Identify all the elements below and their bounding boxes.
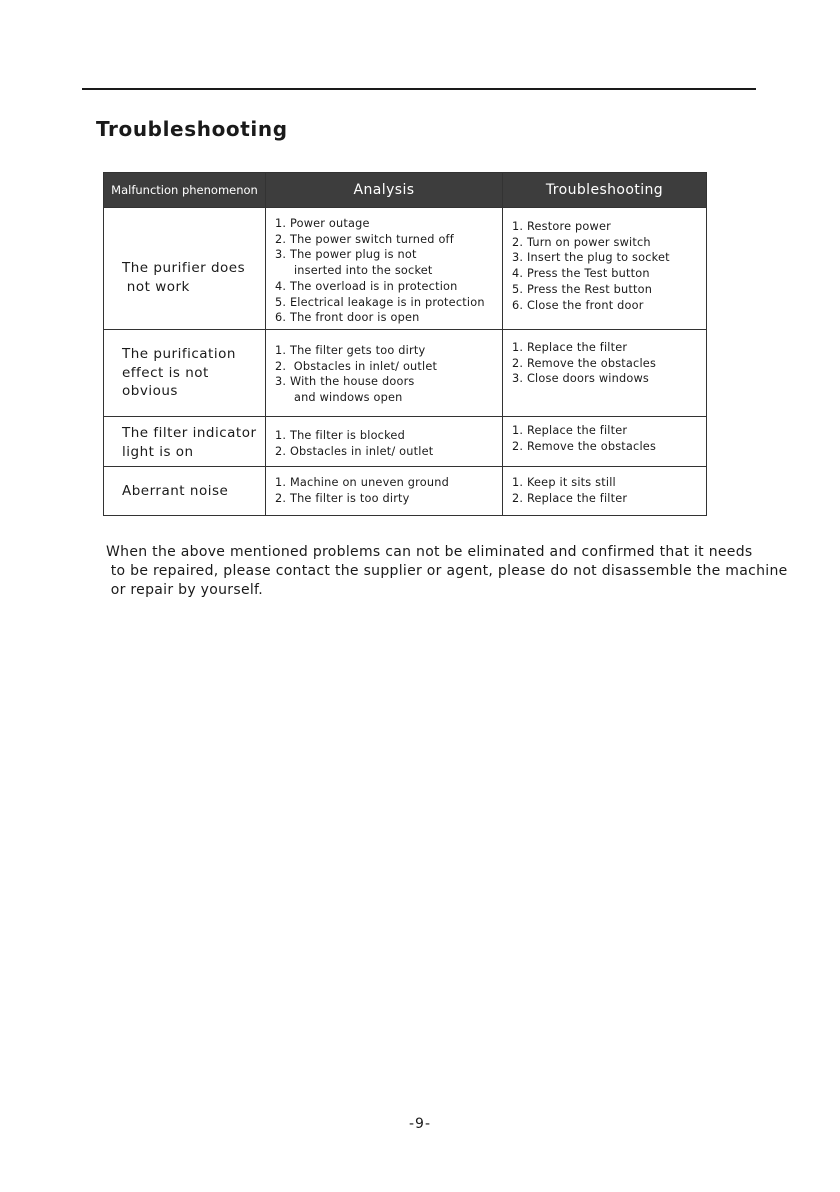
symptom-cell (104, 330, 266, 417)
troubleshooting-table (103, 172, 707, 516)
remedy-list: 1. Replace the filter 2. Remove the obstacles 3. Close doors windows (512, 341, 657, 386)
symptom-cell (104, 208, 266, 330)
remedy-cell (503, 330, 707, 417)
table-row (104, 208, 707, 330)
symptom-text: The purification effect is not obvious (122, 346, 236, 399)
symptom-text: The purifier does not work (122, 260, 246, 295)
analysis-list: 1. The filter is blocked 2. Obstacles in inlet/ outlet (275, 429, 434, 458)
table-header-row (104, 173, 707, 208)
table-row (104, 330, 707, 417)
analysis-cell (266, 467, 503, 516)
analysis-list: 1. Power outage 2. The power switch turned off 3. The power plug is not inserted into the socket 4. The overload is in protection 5. Electrical leakage is in protection 6. The front door is open (275, 217, 485, 325)
analysis-list: 1. The filter gets too dirty 2. Obstacles in inlet/ outlet 3. With the house doors and windows open (275, 344, 438, 405)
header-rule (82, 88, 756, 90)
remedy-cell (503, 417, 707, 467)
remedy-list: 1. Replace the filter 2. Remove the obstacles (512, 424, 657, 453)
analysis-cell (266, 330, 503, 417)
page-title: Troubleshooting (96, 117, 288, 141)
page-number: -9- (408, 1116, 431, 1132)
table-row (104, 417, 707, 467)
analysis-cell (266, 417, 503, 467)
symptom-cell (104, 417, 266, 467)
remedy-cell (503, 208, 707, 330)
remedy-cell (503, 467, 707, 516)
remedy-list: 1. Restore power 2. Turn on power switch 3. Insert the plug to socket 4. Press the Test button 5. Press the Rest button 6. Close the front door (512, 220, 670, 312)
column-header-malfunction: Malfunction phenomenon (104, 173, 266, 208)
symptom-text: The filter indicator light is on (122, 425, 257, 460)
analysis-list: 1. Machine on uneven ground 2. The filter is too dirty (275, 476, 449, 505)
table-row (104, 467, 707, 516)
column-header-analysis: Analysis (266, 173, 503, 208)
analysis-cell (266, 208, 503, 330)
symptom-cell (104, 467, 266, 516)
remedy-list: 1. Keep it sits still 2. Replace the filter (512, 476, 628, 505)
column-header-troubleshooting: Troubleshooting (503, 173, 707, 208)
symptom-text: Aberrant noise (122, 483, 229, 499)
repair-note: When the above mentioned problems can not be eliminated and confirmed that it needs to be repaired, please contact the supplier or agent, please do not disassemble the machine or repair by yourself. (106, 544, 788, 598)
